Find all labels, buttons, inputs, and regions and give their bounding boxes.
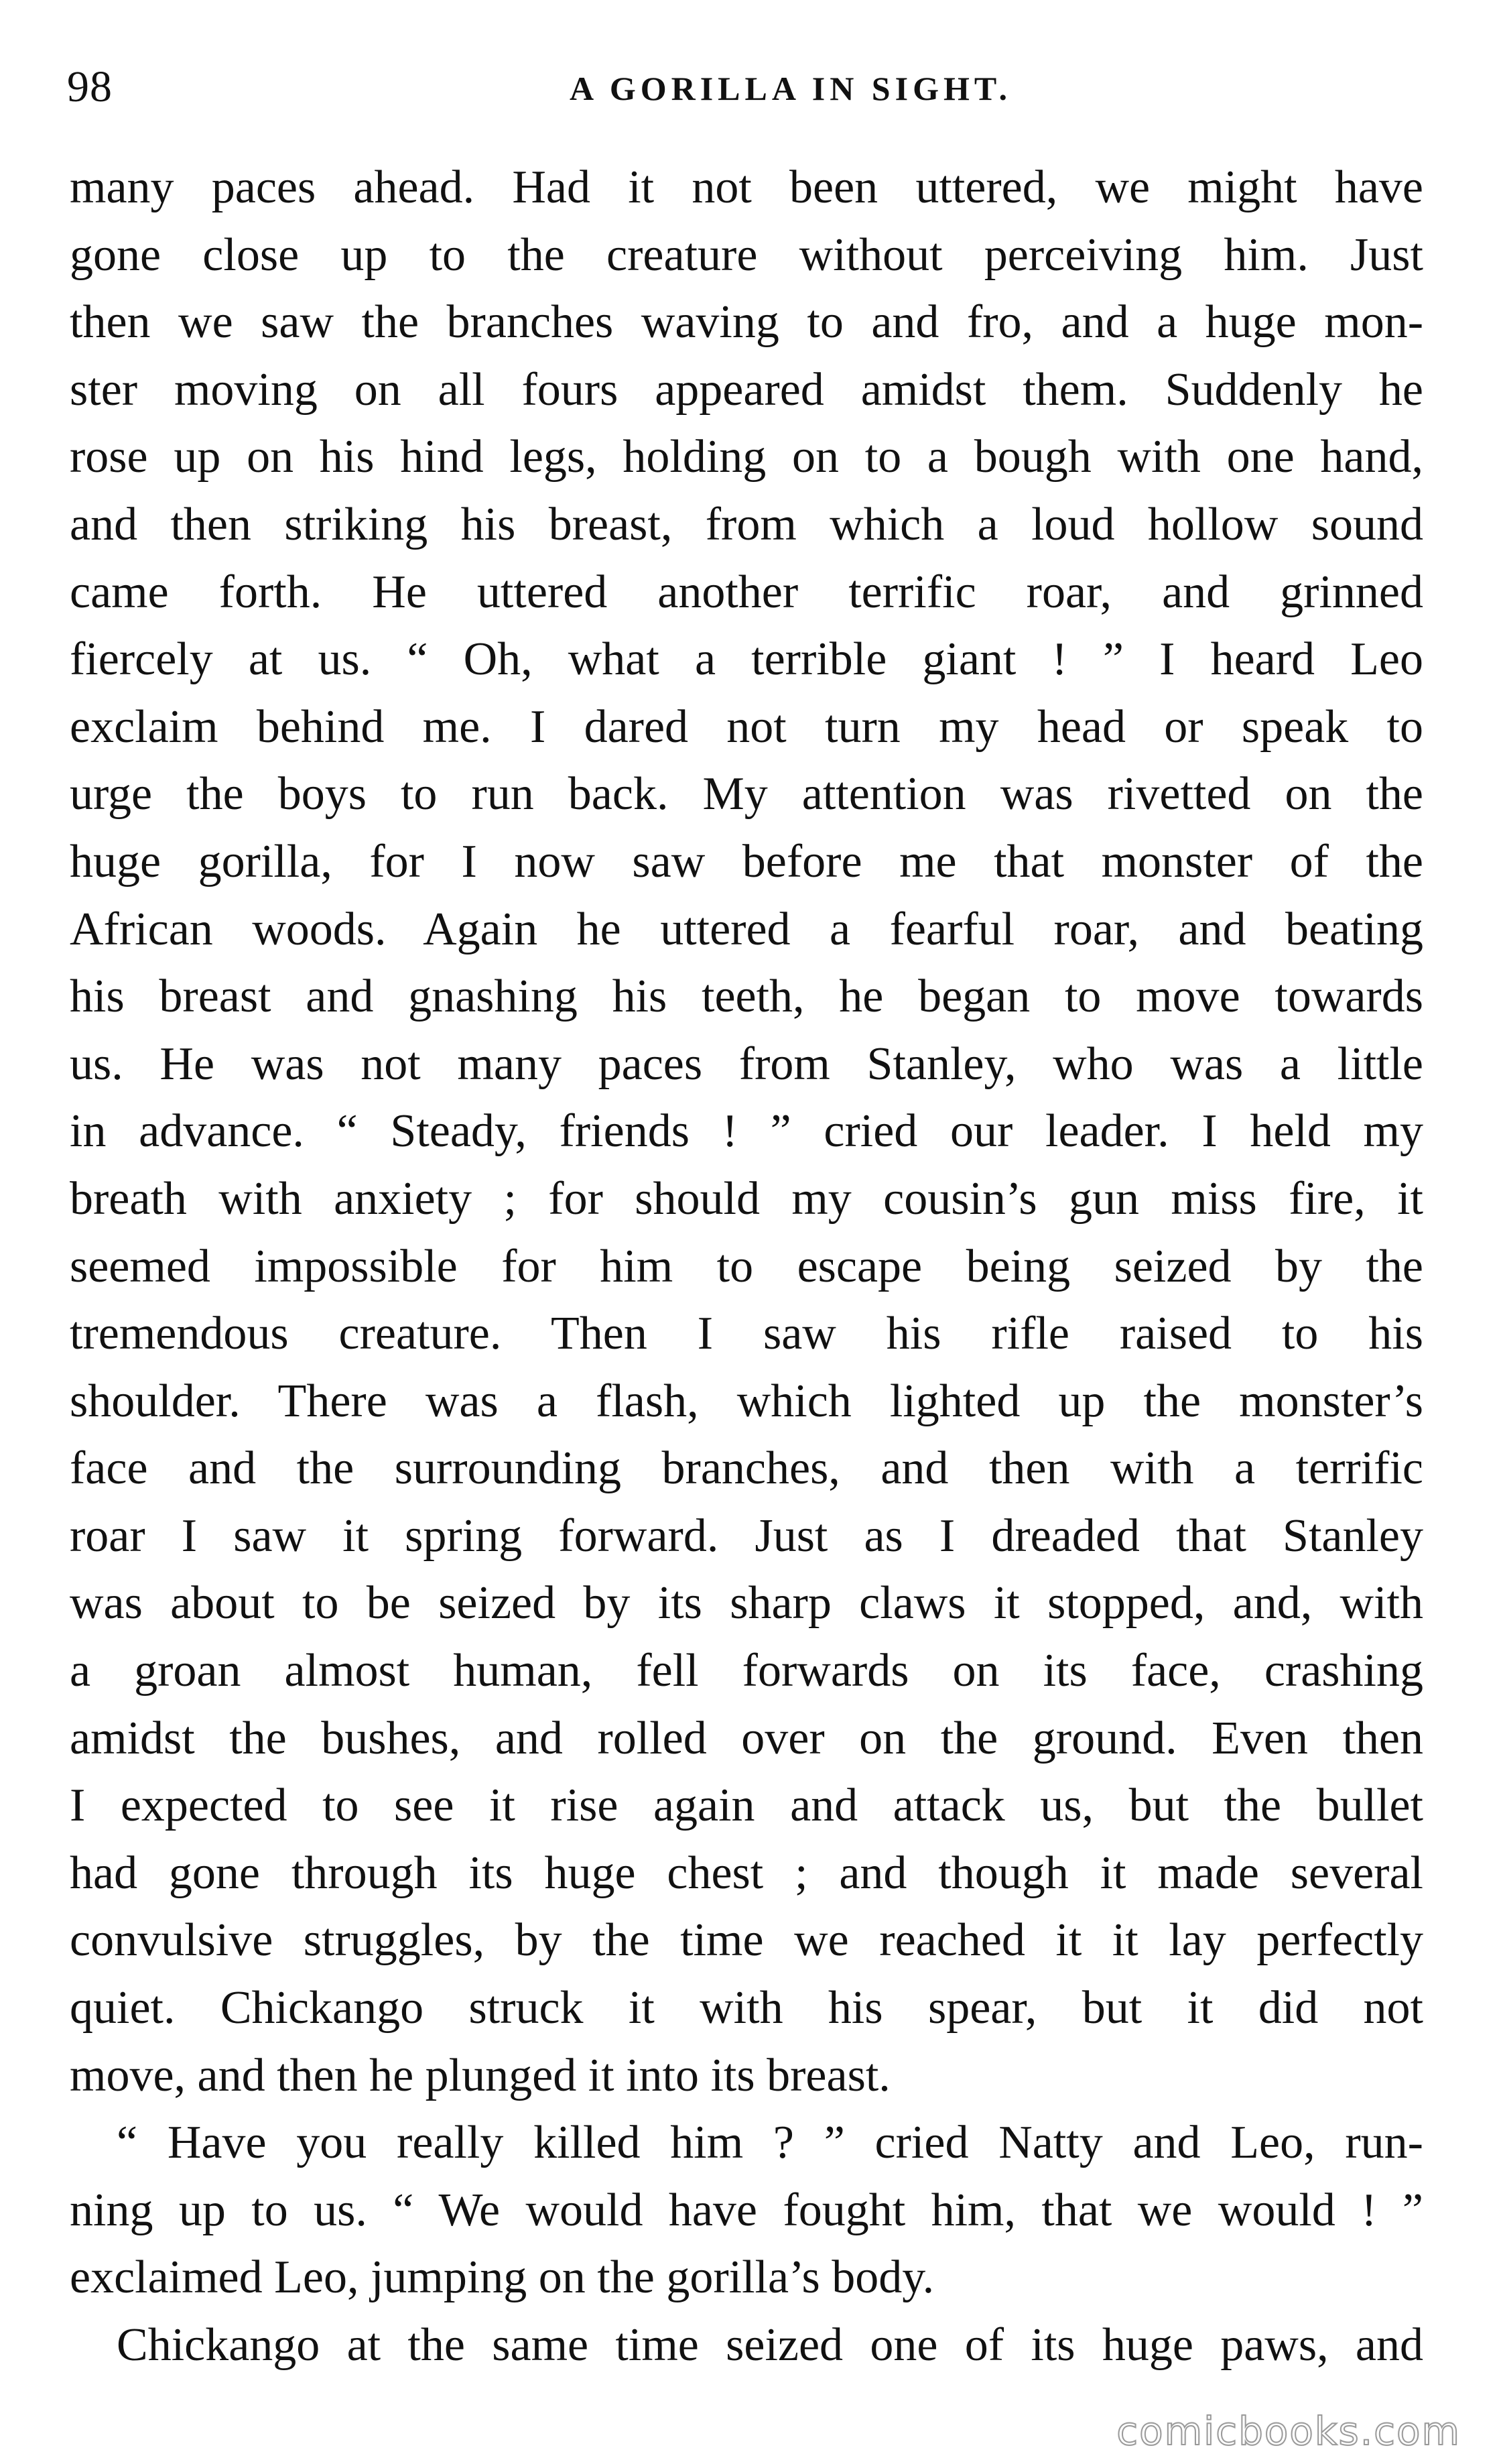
text-line: had gone through its huge chest ; and though it made several [70, 1847, 1423, 1899]
text-line: in advance. “ Steady, friends ! ” cried our leader. I held my [70, 1105, 1423, 1158]
text-line: was about to be seized by its sharp claws it stopped, and, with [70, 1577, 1423, 1629]
text-line: urge the boys to run back. My attention was rivetted on the [70, 768, 1423, 820]
text-line: came forth. He uttered another terrific roar, and grinned [70, 566, 1423, 618]
paragraph-end-line: move, and then he plunged it into its breast. [70, 2049, 891, 2101]
text-line: quiet. Chickango struck it with his spear, but it did not [70, 1982, 1423, 2034]
text-line: ster moving on all fours appeared amidst them. Suddenly he [70, 363, 1423, 416]
text-line: rose up on his hind legs, holding on to a bough with one hand, [70, 431, 1423, 483]
body-text [70, 154, 1423, 2380]
page-number: 98 [67, 62, 113, 111]
text-line: ning up to us. “ We would have fought him, that we would ! ” [70, 2184, 1423, 2236]
text-line: gone close up to the creature without perceiving him. Just [70, 229, 1423, 281]
text-line: tremendous creature. Then I saw his rifle raised to his [70, 1308, 1423, 1360]
text-line: African woods. Again he uttered a fearful roar, and beating [70, 903, 1423, 955]
paragraph-end-line: exclaimed Leo, jumping on the gorilla’s body. [70, 2252, 935, 2304]
text-line: huge gorilla, for I now saw before me that monster of the [70, 835, 1423, 887]
text-line: roar I saw it spring forward. Just as I dreaded that Stanley [70, 1510, 1423, 1562]
text-line: amidst the bushes, and rolled over on the ground. Even then [70, 1712, 1423, 1764]
running-title: A GORILLA IN SIGHT. [569, 70, 1012, 107]
text-line: his breast and gnashing his teeth, he began to move towards [70, 971, 1423, 1023]
text-line: seemed impossible for him to escape being seized by the [70, 1240, 1423, 1292]
text-line: shoulder. There was a flash, which lighted up the monster’s [70, 1375, 1423, 1427]
text-line: us. He was not many paces from Stanley, who was a little [70, 1038, 1423, 1090]
text-line: face and the surrounding branches, and then with a terrific [70, 1442, 1423, 1495]
text-line: many paces ahead. Had it not been uttered, we might have [70, 162, 1423, 213]
text-line: Chickango at the same time seized one of its huge paws, and [117, 2319, 1423, 2371]
running-head [67, 48, 1434, 122]
text-line: fiercely at us. “ Oh, what a terrible giant ! ” I heard Leo [70, 633, 1423, 686]
text-line: exclaim behind me. I dared not turn my head or speak to [70, 700, 1423, 753]
text-line: then we saw the branches waving to and fro, and a huge mon- [70, 296, 1423, 349]
text-line: “ Have you really killed him ? ” cried Natty and Leo, run- [117, 2117, 1423, 2169]
text-line: convulsive struggles, by the time we reached it it lay perfectly [70, 1914, 1423, 1967]
text-line: breath with anxiety ; for should my cousin’s gun miss fire, it [70, 1172, 1423, 1225]
text-line: I expected to see it rise again and attack us, but the bullet [70, 1780, 1423, 1832]
text-line: a groan almost human, fell forwards on its face, crashing [70, 1645, 1423, 1697]
watermark: comicbooks.com [1116, 2408, 1461, 2454]
text-line: and then striking his breast, from which a loud hollow sound [70, 498, 1423, 550]
